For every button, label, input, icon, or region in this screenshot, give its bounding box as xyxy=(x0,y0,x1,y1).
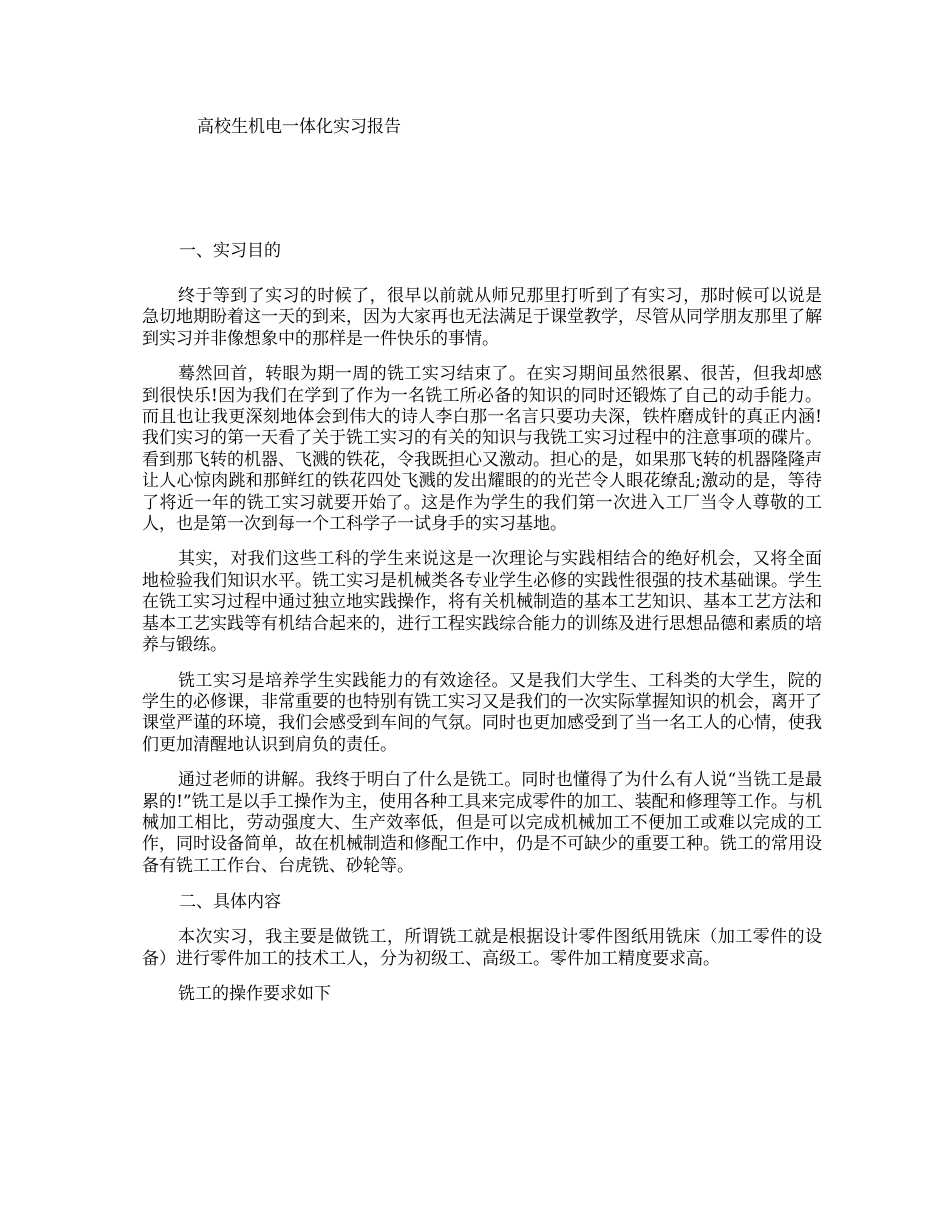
paragraph: 蓦然回首，转眼为期一周的铣工实习结束了。在实习期间虽然很累、很苦，但我却感到很快乐!因为我们在学到了作为一名铣工所必备的知识的同时还锻炼了自己的动手能力。而且也让我更深刻地体会到伟大的诗人李白那一名言只要功夫深，铁杵磨成针的真正内涵!我们实习的第一天看了关于铣工实习的有关的知识与我铣工实习过程中的注意事项的碟片。看到那飞转的机器、飞溅的铁花，令我既担心又激动。担心的是，如果那飞转的机器隆隆声让人心惊肉跳和那鲜红的铁花四处飞溅的发出耀眼的的光芒令人眼花缭乱;激动的是，等待了将近一年的铣工实习就要开始了。这是作为学生的我们第一次进入工厂当令人尊敬的工人，也是第一次到每一个工科学子一试身手的实习基地。 xyxy=(142,364,822,535)
paragraph: 终于等到了实习的时候了，很早以前就从师兄那里打听到了有实习，那时候可以说是急切地期盼着这一天的到来，因为大家再也无法满足于课堂教学，尽管从同学朋友那里了解到实习并非像想象中的那样是一件快乐的事情。 xyxy=(142,286,822,349)
section-heading-purpose: 一、实习目的 xyxy=(179,241,281,261)
paragraph: 通过老师的讲解。我终于明白了什么是铣工。同时也懂得了为什么有人说“当铣工是最累的!”铣工是以手工操作为主，使用各种工具来完成零件的加工、装配和修理等工作。与机械加工相比，劳动强度大、生产效率低，但是可以完成机械加工不便加工或难以完成的工作，同时设备简单，故在机械制造和修配工作中，仍是不可缺少的重要工种。铣工的常用设备有铣工工作台、台虎铣、砂轮等。 xyxy=(142,770,822,876)
paragraph: 其实，对我们这些工科的学生来说这是一次理论与实践相结合的绝好机会，又将全面地检验我们知识水平。铣工实习是机械类各专业学生必修的实践性很强的技术基础课。学生在铣工实习过程中通过独立地实践操作，将有关机械制造的基本工艺知识、基本工艺方法和基本工艺实践等有机结合起来的，进行工程实践综合能力的训练及进行思想品德和素质的培养与锻练。 xyxy=(142,549,822,656)
section-heading-content: 二、具体内容 xyxy=(179,892,281,913)
document-title: 高校生机电一体化实习报告 xyxy=(197,117,401,137)
paragraph: 本次实习，我主要是做铣工，所谓铣工就是根据设计零件图纸用铣床（加工零件的设备）进行零件加工的技术工人，分为初级工、高级工。零件加工精度要求高。 xyxy=(142,927,822,969)
paragraph: 铣工的操作要求如下 xyxy=(178,983,331,1004)
paragraph: 铣工实习是培养学生实践能力的有效途径。又是我们大学生、工科类的大学生，院的学生的必修课，非常重要的也特别有铣工实习又是我们的一次实际掌握知识的机会，离开了课堂严谨的环境，我们会感受到车间的气氛。同时也更加感受到了当一名工人的心情，使我们更加清醒地认识到肩负的责任。 xyxy=(142,670,822,755)
